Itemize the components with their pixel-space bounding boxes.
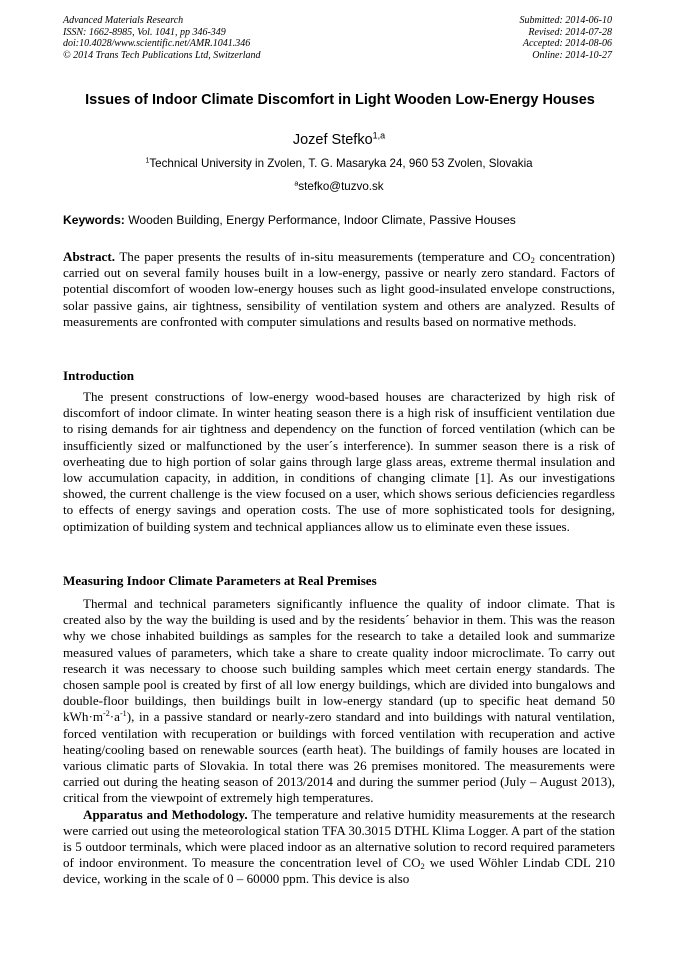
abstract-text-a: The paper presents the results of in-situ measurements (temperature and CO [119, 249, 531, 264]
introduction-body [63, 389, 615, 535]
revised-date: Revised: 2014-07-28 [528, 26, 612, 38]
introduction-paragraph: The present constructions of low-energy wood-based houses are characterized by high risk of discomfort of indoor climate. In winter heating season there is a high risk of insufficient ventilation due to rising demands for air tightness and dependency on the function of forced ventilation (which can be insufficiently sized or malfunctioned by the user´s interference). In summer season there is a risk of overheating due to high portion of solar gains through large glass areas, extreme thermal insulation and low accumulation capacity, in addition, in conditions of changing climate [1]. As our investigations showed, the current challenge is the view focused on a user, which shows serious deficiencies regardless to effects of energy savings and operation costs. The use of more sophisticated tools for designing, optimization of building system and technical appliances allow us to eliminate even these issues. [63, 389, 615, 534]
affiliation: Technical University in Zvolen, T. G. Masaryka 24, 960 53 Zvolen, Slovakia [149, 157, 533, 170]
affiliation-superscript: 1 [145, 155, 150, 165]
keywords [63, 213, 618, 227]
author-line [0, 132, 678, 148]
issn-line: ISSN: 1662-8985, Vol. 1041, pp 346-349 [63, 26, 226, 38]
author-email: stefko@tuzvo.sk [298, 180, 384, 193]
measuring-p2-text-b: we used Wöhler Lindab CDL 210 device, working in the scale of 0 – 60000 ppm. This device is also [63, 855, 615, 887]
measuring-heading: Measuring Indoor Climate Parameters at Real Premises [63, 573, 377, 588]
abstract-text-b: concentration) carried out on several family houses built in a low-energy, passive or nearly zero standard. Factors of potential discomfort of wooden low-energy houses such as light good-insulated envelope constructions, solar passive gains, air tightness, sensibility of ventilation system and others are analyzed. Results of measurements are confronted with computer simulations and results based on normative methods. [63, 249, 615, 329]
online-date: Online: 2014-10-27 [532, 49, 612, 61]
submission-dates [520, 15, 613, 61]
author-superscript: 1,a [372, 130, 386, 141]
measuring-p1-text-a: Thermal and technical parameters significantly influence the quality of indoor climate. That is created also by the way the building is used and by the residents´ behavior in them. This was the reason why we chose inhabited buildings as samples for the research to take a detailed look and summarize measured values of parameters, which take a share to create quality indoor microclimate. To carry out research it was necessary to choose such building samples which meet certain energy standards. The chosen sample pool is created by first of all low energy buildings, which are divided into bungalows and double-floor buildings, then buildings built in low-energy standard (up to specific heat demand 50 kWh·m [63, 596, 615, 725]
abstract-label: Abstract. [63, 249, 115, 264]
unit-annum: ·a [109, 709, 120, 725]
unit-exponent-2: -1 [119, 709, 127, 719]
keywords-text: Wooden Building, Energy Performance, Indoor Climate, Passive Houses [128, 213, 516, 227]
introduction-heading: Introduction [63, 368, 135, 383]
co2-subscript: 2 [420, 861, 425, 872]
abstract-co2-subscript: 2 [530, 255, 535, 266]
measuring-paragraph-1 [63, 596, 615, 807]
author-name: Jozef Stefko [292, 132, 373, 148]
abstract [63, 249, 615, 330]
email-superscript: a [294, 178, 299, 188]
doi-line: doi:10.4028/www.scientific.net/AMR.1041.346 [63, 38, 251, 49]
affiliation-line [0, 157, 678, 170]
journal-info [63, 15, 261, 61]
keywords-label: Keywords: [63, 213, 125, 227]
submitted-date: Submitted: 2014-06-10 [519, 15, 612, 26]
measuring-p1-text-b: ), in a passive standard or nearly-zero standard and into buildings with natural ventilation, forced ventilation with recuperation or buildings with forced ventilation with recuperation and active heating/cooling based on renewable sources (earth heat). The buildings of family houses are located in various climatic parts of Slovakia. In total there was 26 premises monitored. The measurements were carried out during the heating season of 2013/2014 and during the summer period (July – August 2013), critical from the viewpoint of extremely high temperatures. [63, 709, 615, 806]
accepted-date: Accepted: 2014-08-06 [522, 38, 612, 49]
unit-exponent-1: -2 [103, 709, 110, 719]
copyright-line: © 2014 Trans Tech Publications Ltd, Switzerland [63, 49, 261, 61]
measuring-p2-text-a: The temperature and relative humidity measurements at the research were carried out using the meteorological station TFA 30.3015 DTHL Klima Logger. A part of the station is 5 outdoor terminals, which were placed indoor as an alternative solution to record required parameters of indoor environment. To measure the concentration level of CO [63, 806, 615, 871]
email-line [0, 180, 678, 193]
measuring-paragraph-2 [63, 807, 615, 888]
measuring-body [63, 596, 615, 888]
apparatus-label: Apparatus and Methodology. [83, 806, 248, 822]
paper-title: Issues of Indoor Climate Discomfort in Light Wooden Low-Energy Houses [85, 92, 595, 108]
journal-name: Advanced Materials Research [63, 15, 184, 26]
